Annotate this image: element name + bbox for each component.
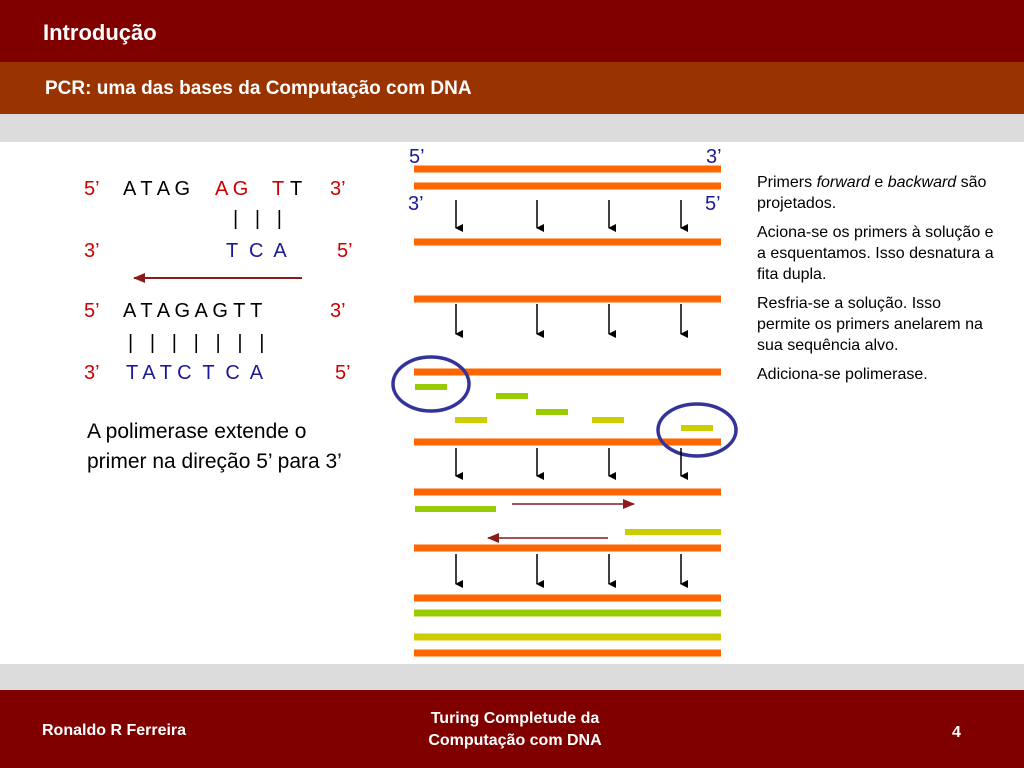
seq2-bottom-3prime: 3’ [84, 362, 100, 384]
page-number: 4 [952, 724, 961, 741]
note-text: e [869, 174, 888, 191]
bottom-divider-band [0, 664, 1024, 690]
seq1-bonds: | | | [233, 208, 282, 230]
note-text: são projetados. [757, 174, 987, 212]
footer-course-title [370, 708, 660, 752]
footer-course-line-1: Turing Completude da [430, 710, 600, 727]
caption-line-1: A polimerase extende o [87, 420, 307, 443]
seq2-top-3prime: 3’ [330, 300, 346, 322]
label-mid-left: 3’ [408, 193, 424, 215]
seq1-top-strand-a: A T A G [123, 178, 191, 200]
note-denature: Aciona-se os primers à solução e a esquentamos. Isso desnatura a fita dupla. [757, 224, 994, 283]
footer-course-line-2: Computação com DNA [428, 732, 602, 749]
label-top-left: 5’ [409, 146, 425, 168]
note-text-italic: backward [887, 174, 957, 191]
notes-panel [757, 172, 997, 393]
slide-title: Introdução [43, 20, 157, 45]
seq2-top-5prime: 5’ [84, 300, 100, 322]
footer-author: Ronaldo R Ferreira [42, 722, 187, 739]
seq1-top-3prime: 3’ [330, 178, 346, 200]
seq1-bottom-5prime: 5’ [337, 240, 353, 262]
seq1-primer: T C A [226, 240, 287, 262]
note-polymerase: Adiciona-se polimerase. [757, 366, 928, 383]
note-anneal: Resfria-se a solução. Isso permite os primers anelarem na sua sequência alvo. [757, 295, 983, 354]
seq2-bottom-strand: T A T C T C A [126, 362, 264, 384]
seq2-bottom-5prime: 5’ [335, 362, 351, 384]
seq1-top-strand-d: T [290, 178, 303, 200]
note-primers [757, 172, 997, 214]
note-text-italic: forward [816, 174, 870, 191]
seq2-top-strand: A T A G A G T T [123, 300, 263, 322]
seq1-bottom-3prime: 3’ [84, 240, 100, 262]
slide-subtitle: PCR: uma das bases da Computação com DNA [45, 78, 472, 99]
seq1-top-strand-b: A G [215, 178, 249, 200]
seq2-bonds: | | | | | | | [128, 332, 265, 354]
seq1-top-5prime: 5’ [84, 178, 100, 200]
caption-line-2: primer na direção 5’ para 3’ [87, 450, 342, 473]
note-text: Primers [757, 174, 817, 191]
label-top-right: 3’ [706, 146, 722, 168]
seq1-top-strand-c: T [272, 178, 285, 200]
label-mid-right: 5’ [705, 193, 721, 215]
